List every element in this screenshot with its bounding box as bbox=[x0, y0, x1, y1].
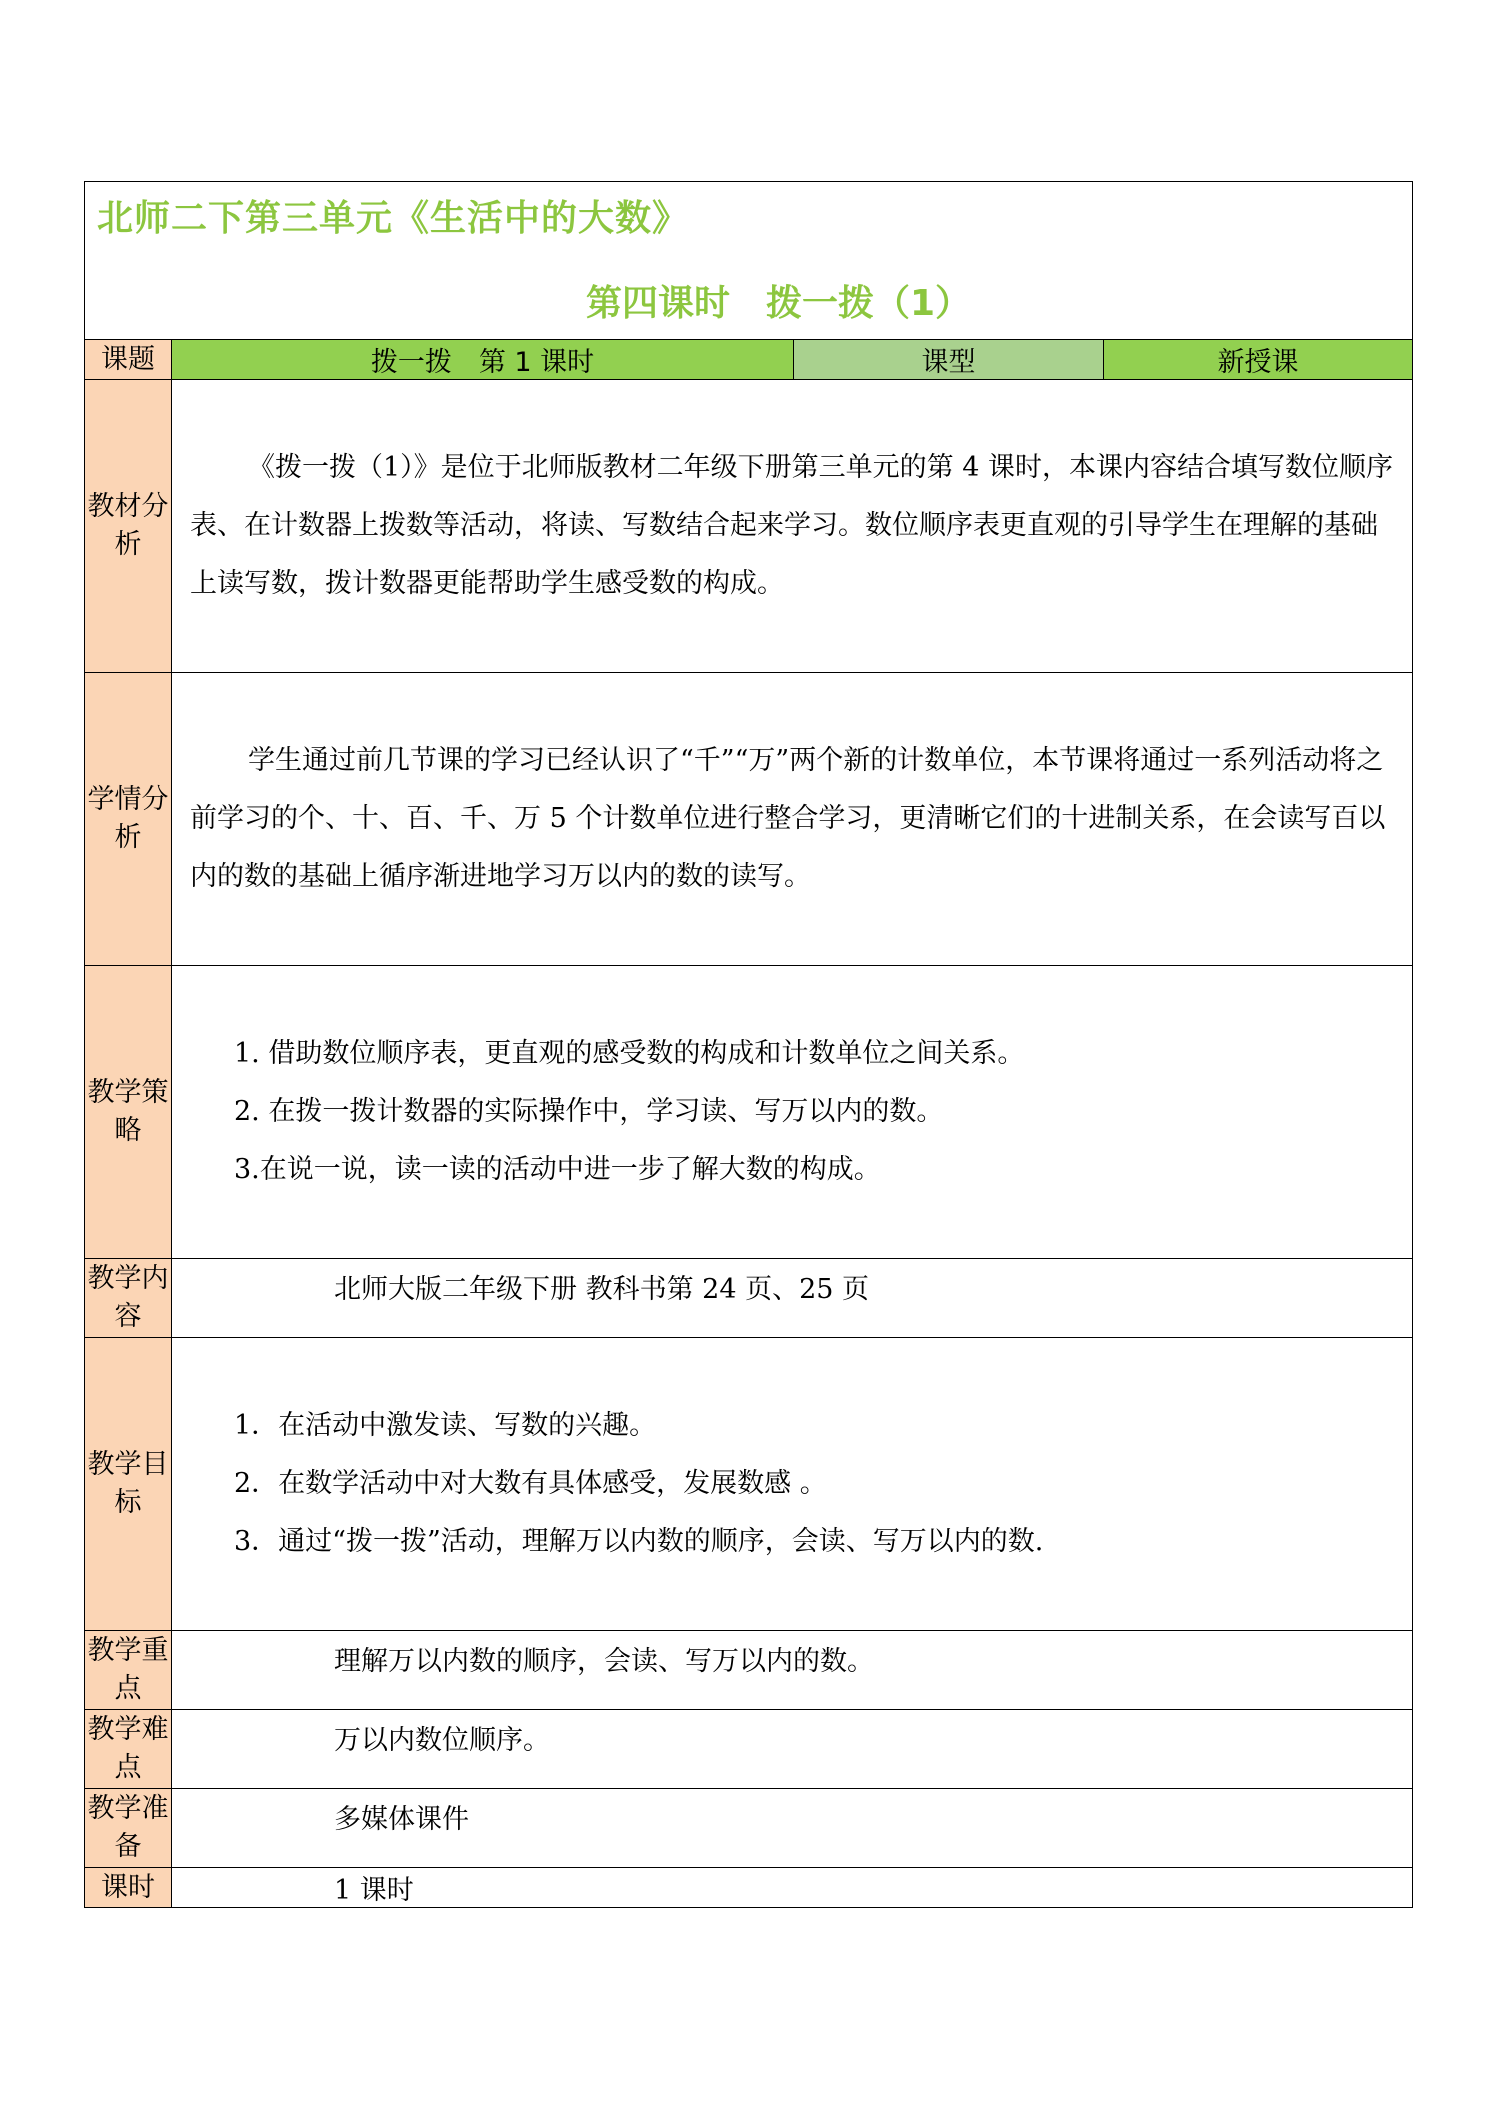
difficulties-label: 教学难点 bbox=[85, 1710, 172, 1789]
topic-value: 拨一拨 第 1 课时 bbox=[172, 340, 794, 380]
type-value: 新授课 bbox=[1104, 340, 1413, 380]
material-row bbox=[85, 380, 1413, 673]
goal-item: 2．在数学活动中对大数有具体感受，发展数感 。 bbox=[234, 1468, 827, 1499]
hours-row bbox=[85, 1868, 1413, 1908]
preparation-row bbox=[85, 1789, 1413, 1868]
difficulties-text: 万以内数位顺序。 bbox=[172, 1710, 1413, 1789]
header-row bbox=[85, 340, 1413, 380]
strategy-list bbox=[172, 966, 1413, 1259]
type-label: 课型 bbox=[794, 340, 1104, 380]
key-points-label: 教学重点 bbox=[85, 1631, 172, 1710]
lesson-title: 第四课时 拨一拨（1） bbox=[585, 283, 972, 324]
title-cell bbox=[85, 182, 1413, 340]
students-text: 学生通过前几节课的学习已经认识了“千”“万”两个新的计数单位，本节课将通过一系列活动将之前学习的个、十、百、千、万 5 个计数单位进行整合学习，更清晰它们的十进制关系，在会读写百以内的数的基础上循序渐进地学习万以内的数的读写。 bbox=[172, 673, 1413, 966]
goal-item: 1．在活动中激发读、写数的兴趣。 bbox=[234, 1410, 657, 1441]
key-points-text: 理解万以内数的顺序，会读、写万以内的数。 bbox=[172, 1631, 1413, 1710]
content-text: 北师大版二年级下册 教科书第 24 页、25 页 bbox=[172, 1259, 1413, 1338]
strategy-row bbox=[85, 966, 1413, 1259]
students-row bbox=[85, 673, 1413, 966]
lesson-plan-sheet bbox=[84, 181, 1412, 1908]
preparation-label: 教学准备 bbox=[85, 1789, 172, 1868]
hours-text: 1 课时 bbox=[172, 1868, 1413, 1908]
unit-title: 北师二下第三单元《生活中的大数》 bbox=[97, 198, 690, 239]
strategy-item: 2. 在拨一拨计数器的实际操作中，学习读、写万以内的数。 bbox=[234, 1096, 944, 1127]
goals-list bbox=[172, 1338, 1413, 1631]
material-label: 教材分析 bbox=[85, 380, 172, 673]
goals-label: 教学目标 bbox=[85, 1338, 172, 1631]
material-text: 《拨一拨（1）》是位于北师版教材二年级下册第三单元的第 4 课时，本课内容结合填写数位顺序表、在计数器上拨数等活动，将读、写数结合起来学习。数位顺序表更直观的引导学生在理解的基础上读写数，拨计数器更能帮助学生感受数的构成。 bbox=[172, 380, 1413, 673]
title-row bbox=[85, 182, 1413, 340]
strategy-item: 1. 借助数位顺序表，更直观的感受数的构成和计数单位之间关系。 bbox=[234, 1038, 1025, 1069]
key-points-row bbox=[85, 1631, 1413, 1710]
preparation-text: 多媒体课件 bbox=[172, 1789, 1413, 1868]
difficulties-row bbox=[85, 1710, 1413, 1789]
students-label: 学情分析 bbox=[85, 673, 172, 966]
content-label: 教学内容 bbox=[85, 1259, 172, 1338]
lesson-plan-table bbox=[84, 181, 1413, 1908]
topic-label: 课题 bbox=[85, 340, 172, 380]
goals-row bbox=[85, 1338, 1413, 1631]
hours-label: 课时 bbox=[85, 1868, 172, 1908]
strategy-item: 3.在说一说，读一读的活动中进一步了解大数的构成。 bbox=[234, 1154, 881, 1185]
content-row bbox=[85, 1259, 1413, 1338]
strategy-label: 教学策略 bbox=[85, 966, 172, 1259]
goal-item: 3．通过“拨一拨”活动，理解万以内数的顺序，会读、写万以内的数. bbox=[234, 1526, 1044, 1557]
